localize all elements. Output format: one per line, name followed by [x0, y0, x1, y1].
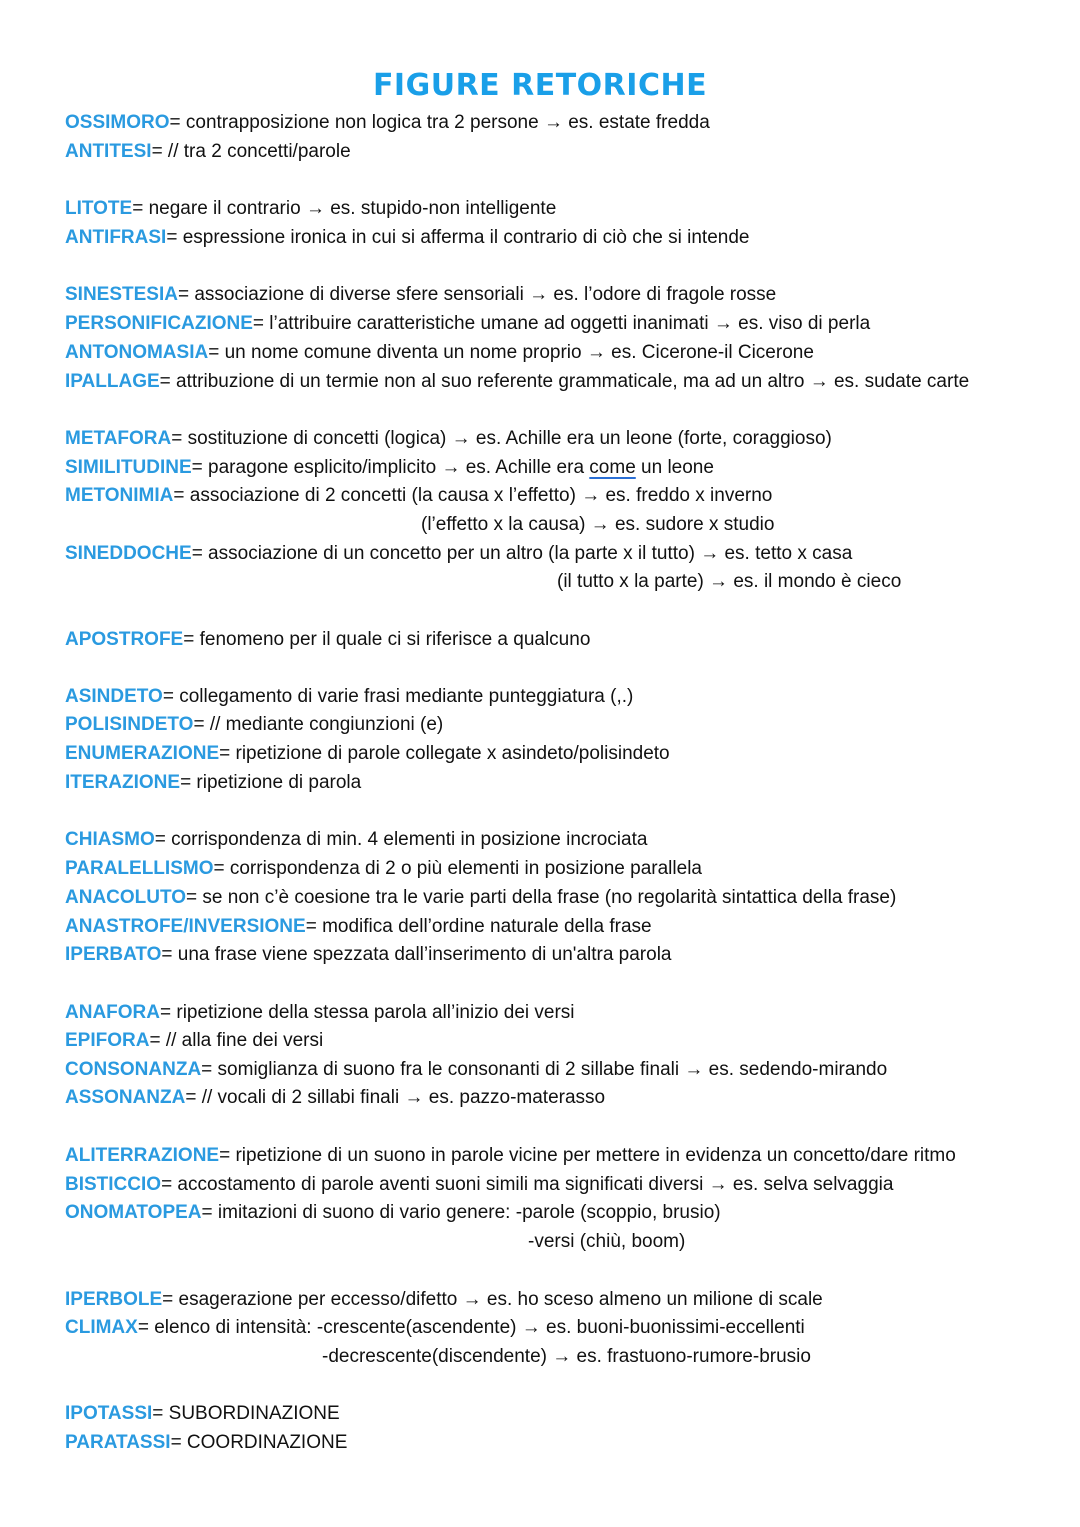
definition: = // tra 2 concetti/parole: [151, 141, 351, 162]
entry-apostrofe: [65, 627, 590, 653]
definition: = // vocali di 2 sillabi finali → es. pazzo-materasso: [185, 1087, 606, 1108]
term-label: ANTONOMASIA: [65, 342, 209, 363]
term-label: CONSONANZA: [65, 1059, 202, 1080]
term-label: SINESTESIA: [65, 284, 178, 305]
definition: = COORDINAZIONE: [170, 1432, 348, 1453]
definition: = associazione di 2 concetti (la causa x l’effetto) → es. freddo x inverno: [173, 485, 773, 506]
entry-climax-continued: -decrescente(discendente) → es. frastuono-rumore-brusio: [322, 1346, 811, 1367]
definition: = attribuzione di un termie non al suo referente grammaticale, ma ad un altro → es. sudate carte: [159, 371, 970, 392]
entry-paratassi: [65, 1430, 347, 1456]
term-label: PERSONIFICAZIONE: [65, 313, 253, 334]
definition: = collegamento di varie frasi mediante punteggiatura (,.): [162, 686, 634, 707]
entry-polisindeto: [65, 712, 443, 738]
term-label: ANTITESI: [65, 141, 152, 162]
definition: = corrispondenza di 2 o più elementi in posizione parallela: [213, 858, 702, 879]
entry-personificazione: [65, 311, 870, 337]
entry-sinestesia: [65, 282, 776, 308]
entry-ossimoro: [65, 110, 710, 136]
entry-anastrofe: [65, 914, 652, 940]
definition: = fenomeno per il quale ci si riferisce a qualcuno: [183, 629, 591, 650]
entry-climax: [65, 1315, 805, 1341]
definition: = somiglianza di suono fra le consonanti di 2 sillabe finali → es. sedendo-mirando: [201, 1059, 888, 1080]
entry-metafora: [65, 426, 832, 452]
term-label: OSSIMORO: [65, 112, 170, 133]
term-label: IPERBOLE: [65, 1289, 163, 1310]
definition: = ripetizione di parola: [180, 772, 362, 793]
term-label: IPOTASSI: [65, 1403, 153, 1424]
term-label: SIMILITUDINE: [65, 457, 192, 478]
definition: = ripetizione della stessa parola all’inizio dei versi: [160, 1002, 575, 1023]
entry-consonanza: [65, 1057, 887, 1083]
definition: = elenco di intensità: -crescente(ascendente) → es. buoni-buonissimi-eccellenti: [137, 1317, 805, 1338]
definition: = associazione di un concetto per un altro (la parte x il tutto) → es. tetto x casa: [191, 543, 853, 564]
page-title: FIGURE RETORICHE: [372, 68, 708, 103]
definition: = se non c’è coesione tra le varie parti della frase (no regolarità sintattica della frase): [186, 887, 897, 908]
entry-anacoluto: [65, 885, 896, 911]
term-label: ASSONANZA: [65, 1087, 186, 1108]
definition: = imitazioni di suono di vario genere: -parole (scoppio, brusio): [201, 1202, 721, 1223]
definition: = sostituzione di concetti (logica) → es. Achille era un leone (forte, coraggioso): [171, 428, 832, 449]
entry-onomatopea-continued: -versi (chiù, boom): [528, 1231, 686, 1252]
term-label: POLISINDETO: [65, 714, 194, 735]
definition: = SUBORDINAZIONE: [152, 1403, 340, 1424]
definition: = corrispondenza di min. 4 elementi in posizione incrociata: [154, 829, 648, 850]
term-label: METAFORA: [65, 428, 172, 449]
entry-assonanza: [65, 1085, 605, 1111]
entry-iperbole: [65, 1287, 823, 1313]
entry-enumerazione: [65, 741, 670, 767]
entry-antitesi: [65, 139, 351, 165]
definition: = un nome comune diventa un nome proprio → es. Cicerone-il Cicerone: [208, 342, 814, 363]
definition: = ripetizione di parole collegate x asindeto/polisindeto: [219, 743, 670, 764]
term-label: METONIMIA: [65, 485, 174, 506]
term-label: IPERBATO: [65, 944, 162, 965]
entry-epifora: [65, 1028, 323, 1054]
entry-sineddoche: [65, 541, 852, 567]
term-label: ALITERRAZIONE: [65, 1145, 220, 1166]
definition: = modifica dell’ordine naturale della frase: [305, 916, 652, 937]
entry-asindeto: [65, 684, 633, 710]
term-label: ANASTROFE/INVERSIONE: [65, 916, 306, 937]
term-label: ANAFORA: [65, 1002, 160, 1023]
term-label: APOSTROFE: [65, 629, 184, 650]
entry-similitudine: [65, 455, 714, 481]
entry-antifrasi: [65, 225, 749, 251]
term-label: ANTIFRASI: [65, 227, 167, 248]
definition: = esagerazione per eccesso/difetto → es. ho sceso almeno un milione di scale: [162, 1289, 823, 1310]
definition: = una frase viene spezzata dall’inserimento di un'altra parola: [161, 944, 672, 965]
definition: = // alla fine dei versi: [149, 1030, 324, 1051]
term-label: PARALELLISMO: [65, 858, 214, 879]
term-label: ENUMERAZIONE: [65, 743, 220, 764]
entry-paralellismo: [65, 856, 702, 882]
entry-ipotassi: [65, 1401, 340, 1427]
definition: = contrapposizione non logica tra 2 persone → es. estate fredda: [169, 112, 710, 133]
entry-anafora: [65, 1000, 575, 1026]
term-label: ASINDETO: [65, 686, 163, 707]
definition: = l’attribuire caratteristiche umane ad oggetti inanimati → es. viso di perla: [252, 313, 871, 334]
definition: = accostamento di parole aventi suoni simili ma significati diversi → es. selva selvaggia: [161, 1174, 894, 1195]
entry-chiasmo: [65, 827, 647, 853]
term-label: CLIMAX: [65, 1317, 138, 1338]
definition: = // mediante congiunzioni (e): [193, 714, 444, 735]
entry-bisticcio: [65, 1172, 893, 1198]
underlined-word: come: [589, 457, 636, 478]
entry-litote: [65, 196, 556, 222]
entry-iperbato: [65, 942, 672, 968]
term-label: LITOTE: [65, 198, 133, 219]
term-label: SINEDDOCHE: [65, 543, 192, 564]
definition: = negare il contrario → es. stupido-non intelligente: [132, 198, 557, 219]
definition: = associazione di diverse sfere sensoriali → es. l’odore di fragole rosse: [177, 284, 777, 305]
entry-sineddoche-continued: (il tutto x la parte) → es. il mondo è cieco: [557, 571, 902, 592]
definition-end: un leone: [635, 457, 714, 478]
entry-ipallage: [65, 369, 969, 395]
term-label: ITERAZIONE: [65, 772, 181, 793]
entry-aliterrazione: [65, 1143, 956, 1169]
entry-metonimia: [65, 483, 772, 509]
entry-onomatopea: [65, 1200, 721, 1226]
term-label: CHIASMO: [65, 829, 155, 850]
entry-antonomasia: [65, 340, 814, 366]
definition: = ripetizione di un suono in parole vicine per mettere in evidenza un concetto/dare ritmo: [219, 1145, 956, 1166]
definition: = espressione ironica in cui si afferma il contrario di ciò che si intende: [166, 227, 750, 248]
term-label: ONOMATOPEA: [65, 1202, 202, 1223]
entry-iterazione: [65, 770, 361, 796]
entry-metonimia-continued: (l’effetto x la causa) → es. sudore x studio: [421, 514, 775, 535]
definition: = paragone esplicito/implicito → es. Achille era: [191, 457, 590, 478]
term-label: ANACOLUTO: [65, 887, 187, 908]
term-label: BISTICCIO: [65, 1174, 162, 1195]
term-label: IPALLAGE: [65, 371, 160, 392]
term-label: EPIFORA: [65, 1030, 150, 1051]
term-label: PARATASSI: [65, 1432, 171, 1453]
